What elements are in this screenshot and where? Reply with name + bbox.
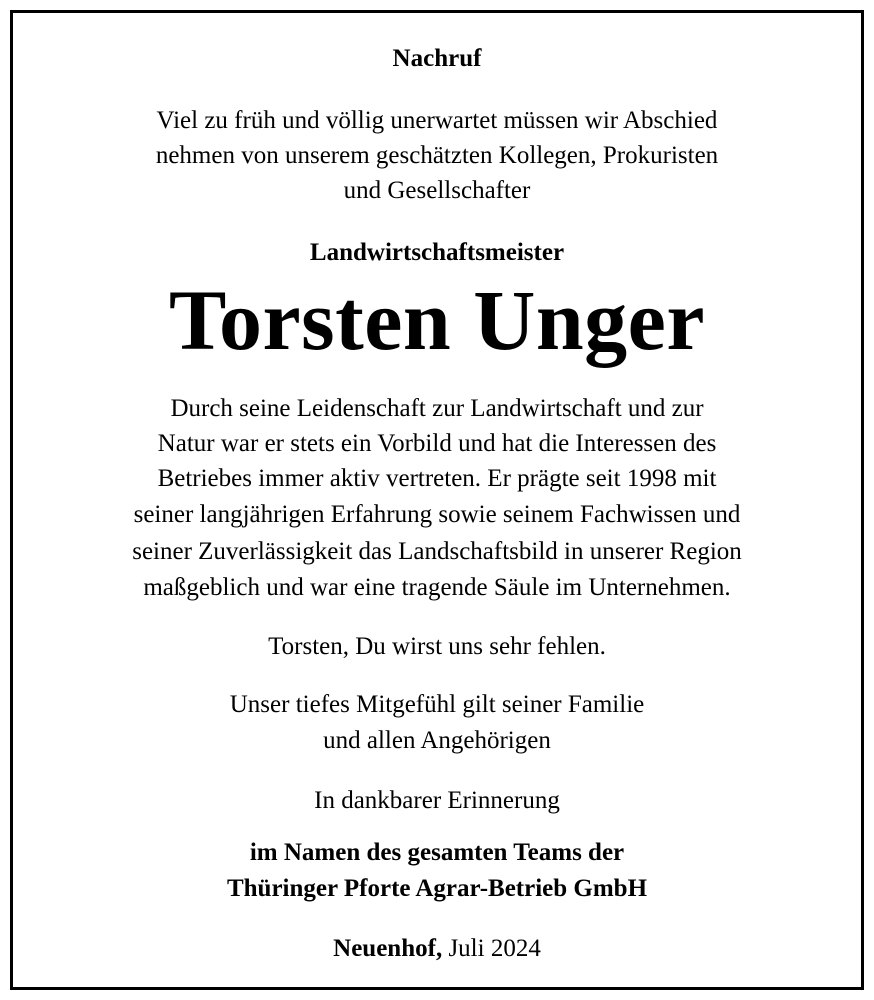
remembrance: In dankbarer Erinnerung <box>314 787 560 814</box>
farewell: Torsten, Du wirst uns sehr fehlen. <box>268 633 606 660</box>
intro-line: Viel zu früh und völlig unerwartet müssen wir Abschied <box>156 107 718 134</box>
intro-line: nehmen von unserem geschätzten Kollegen, Prokuristen <box>155 142 719 169</box>
body-line: seiner Zuverlässigkeit das Landschaftsbild in unserer Region <box>132 538 742 565</box>
sympathy-line: Unser tiefes Mitgefühl gilt seiner Familie <box>229 691 645 718</box>
deceased-name: Torsten Unger <box>168 272 706 368</box>
body-line: Durch seine Leidenschaft zur Landwirtschaft und zur <box>170 395 704 422</box>
date: Juli 2024 <box>448 935 541 962</box>
obituary-content <box>13 13 861 987</box>
intro-line: und Gesellschafter <box>343 177 531 204</box>
body-line: Betriebes immer aktiv vertreten. Er prägte seit 1998 mit <box>157 465 717 492</box>
signature-line: im Namen des gesamten Teams der <box>249 839 625 866</box>
obituary-frame <box>10 10 864 990</box>
signature-line: Thüringer Pforte Agrar-Betrieb GmbH <box>226 875 648 902</box>
body-line: maßgeblich und war eine tragende Säule im Unternehmen. <box>143 574 731 601</box>
place-date <box>13 931 861 966</box>
body-line: seiner langjährigen Erfahrung sowie seinem Fachwissen und <box>133 501 741 528</box>
heading: Nachruf <box>392 45 482 72</box>
place: Neuenhof, <box>333 935 443 962</box>
sympathy-line: und allen Angehörigen <box>323 727 551 754</box>
title: Landwirtschaftsmeister <box>309 239 565 266</box>
body-line: Natur war er stets ein Vorbild und hat die Interessen des <box>157 430 717 457</box>
